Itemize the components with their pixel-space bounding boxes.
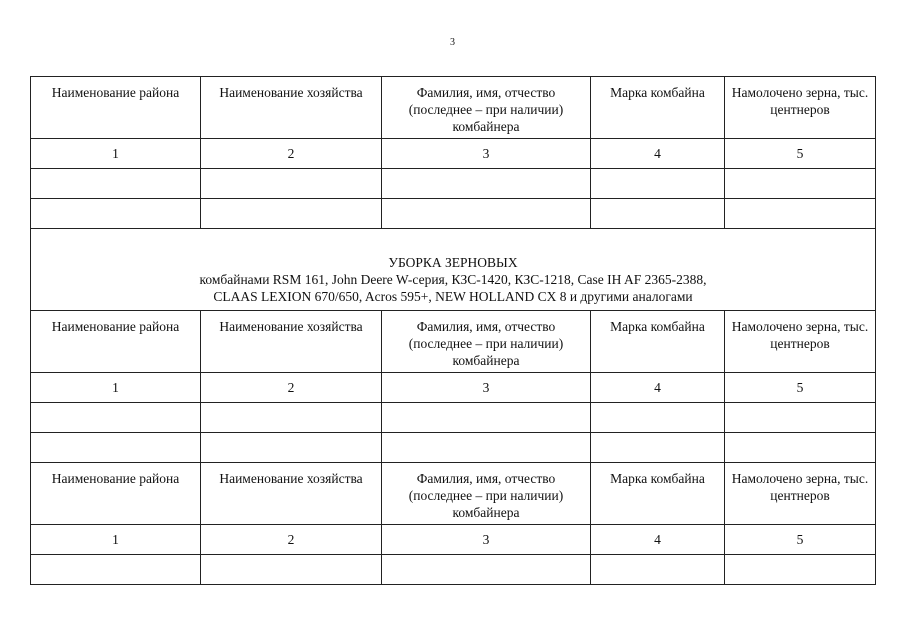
column-number: 5 [725,139,876,169]
header-combine-brand: Марка комбайна [591,77,725,139]
column-number-row [31,525,876,555]
blank-cell[interactable] [725,199,876,229]
combine-operators-table [30,76,876,585]
column-number: 1 [31,373,201,403]
page-number: 3 [450,37,455,48]
blank-cell[interactable] [382,555,591,585]
column-number-row [31,139,876,169]
header-farm: Наименование хозяйства [201,311,382,373]
blank-cell[interactable] [725,433,876,463]
blank-cell[interactable] [31,555,201,585]
column-number: 3 [382,525,591,555]
column-number: 3 [382,139,591,169]
blank-cell[interactable] [382,199,591,229]
blank-cell[interactable] [201,555,382,585]
column-number: 2 [201,373,382,403]
section-heading [31,229,876,311]
blank-row [31,199,876,229]
header-grain-threshed: Намолочено зерна, тыс. центнеров [725,463,876,525]
blank-cell[interactable] [591,199,725,229]
blank-cell[interactable] [725,555,876,585]
header-combine-brand: Марка комбайна [591,311,725,373]
blank-cell[interactable] [591,169,725,199]
column-number-row [31,373,876,403]
blank-cell[interactable] [725,169,876,199]
blank-cell[interactable] [201,169,382,199]
blank-cell[interactable] [382,169,591,199]
header-row [31,311,876,373]
column-number: 1 [31,139,201,169]
header-district: Наименование района [31,463,201,525]
column-number: 2 [201,139,382,169]
blank-cell[interactable] [591,403,725,433]
section-heading-row [31,229,876,311]
header-farm: Наименование хозяйства [201,77,382,139]
header-grain-threshed: Намолочено зерна, тыс. центнеров [725,311,876,373]
column-number: 5 [725,373,876,403]
section-subtitle-line1: комбайнами RSM 161, John Deere W-серия, КЗС-1420, КЗС-1218, Case IH AF 2365-2388, [199,272,707,287]
header-district: Наименование района [31,77,201,139]
blank-cell[interactable] [382,403,591,433]
blank-cell[interactable] [31,433,201,463]
blank-cell[interactable] [382,433,591,463]
blank-row [31,169,876,199]
header-grain-threshed: Намолочено зерна, тыс. центнеров [725,77,876,139]
blank-row [31,403,876,433]
column-number: 4 [591,139,725,169]
header-farm: Наименование хозяйства [201,463,382,525]
header-combine-brand: Марка комбайна [591,463,725,525]
header-row [31,77,876,139]
blank-cell[interactable] [591,555,725,585]
header-operator-name: Фамилия, имя, отчество (последнее – при наличии) комбайнера [382,463,591,525]
section-title: УБОРКА ЗЕРНОВЫХ [388,255,518,270]
blank-cell[interactable] [201,199,382,229]
header-district: Наименование района [31,311,201,373]
blank-cell[interactable] [31,199,201,229]
column-number: 3 [382,373,591,403]
blank-row [31,433,876,463]
header-operator-name: Фамилия, имя, отчество (последнее – при наличии) комбайнера [382,77,591,139]
blank-cell[interactable] [591,433,725,463]
column-number: 4 [591,525,725,555]
blank-cell[interactable] [31,403,201,433]
section-subtitle-line2: CLAAS LEXION 670/650, Acros 595+, NEW HOLLAND CX 8 и другими аналогами [213,289,693,304]
column-number: 4 [591,373,725,403]
column-number: 5 [725,525,876,555]
column-number: 1 [31,525,201,555]
column-number: 2 [201,525,382,555]
blank-cell[interactable] [201,403,382,433]
header-row [31,463,876,525]
blank-cell[interactable] [31,169,201,199]
header-operator-name: Фамилия, имя, отчество (последнее – при наличии) комбайнера [382,311,591,373]
blank-cell[interactable] [725,403,876,433]
blank-row [31,555,876,585]
blank-cell[interactable] [201,433,382,463]
